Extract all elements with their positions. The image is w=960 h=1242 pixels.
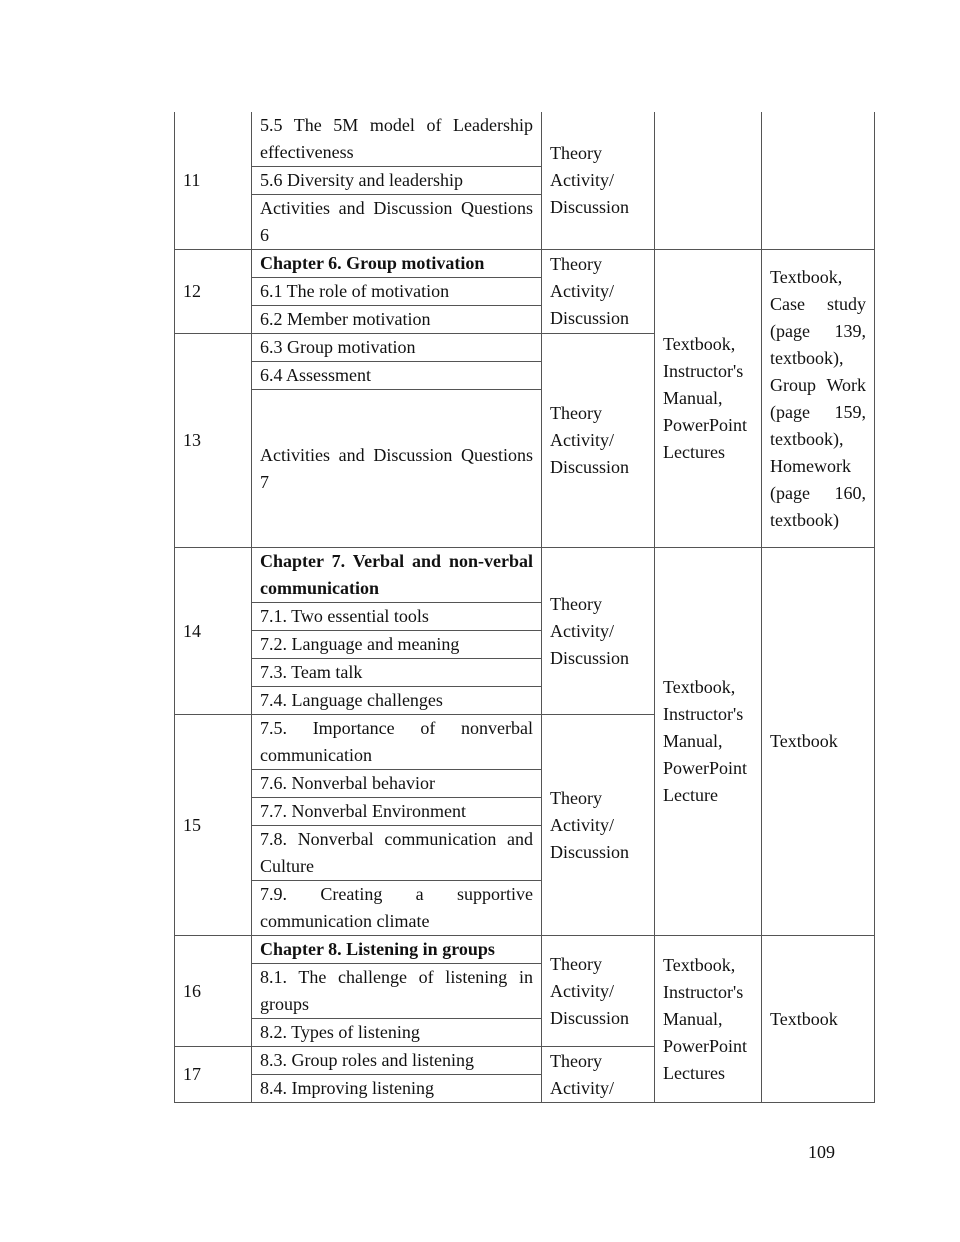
materials-cell: Textbook, Instructor's Manual, PowerPoint Lectures [655,936,762,1103]
assignment-cell: Textbook [762,936,875,1103]
materials-cell: Textbook, Instructor's Manual, PowerPoint Lecture [655,548,762,936]
topic-cell: 7.3. Team talk [252,659,542,687]
materials-cell: Textbook, Instructor's Manual, PowerPoint Lectures [655,250,762,548]
week-number: 12 [175,250,252,334]
week-number: 11 [175,112,252,250]
table-row [175,548,875,603]
topic-cell: 7.9. Creating a supportive communication climate [252,881,542,936]
week-number: 16 [175,936,252,1047]
assignment-cell: Textbook [762,548,875,936]
materials-cell [655,112,762,250]
topic-cell: 7.6. Nonverbal behavior [252,770,542,798]
table-row [175,250,875,278]
topic-cell: Activities and Discussion Questions 7 [252,390,542,548]
assignment-cell [762,112,875,250]
week-number: 15 [175,715,252,936]
method-cell: Theory Activity/ Discussion [542,250,655,334]
topic-cell: 7.7. Nonverbal Environment [252,798,542,826]
table-row [175,112,875,167]
chapter-heading: Chapter 7. Verbal and non-verbal communication [252,548,542,603]
topic-cell: 7.2. Language and meaning [252,631,542,659]
topic-cell: 7.1. Two essential tools [252,603,542,631]
method-cell: Theory Activity/ Discussion [542,548,655,715]
topic-cell: 5.6 Diversity and leadership [252,167,542,195]
topic-cell: 6.1 The role of motivation [252,278,542,306]
assignment-cell: Textbook, Case study (page 139, textbook), Group Work (page 159, textbook), Homework (page 160, textbook) [762,250,875,548]
chapter-heading: Chapter 8. Listening in groups [252,936,542,964]
topic-cell: 6.3 Group motivation [252,334,542,362]
topic-cell: 8.3. Group roles and listening [252,1047,542,1075]
method-cell: Theory Activity/ Discussion [542,112,655,250]
topic-cell: 5.5 The 5M model of Leadership effectiveness [252,112,542,167]
topic-cell: 7.4. Language challenges [252,687,542,715]
topic-cell: 7.5. Importance of nonverbal communication [252,715,542,770]
syllabus-table [174,112,875,1103]
chapter-heading: Chapter 6. Group motivation [252,250,542,278]
week-number: 14 [175,548,252,715]
table-row [175,936,875,964]
method-cell: Theory Activity/ [542,1047,655,1103]
topic-cell: 6.2 Member motivation [252,306,542,334]
week-number: 17 [175,1047,252,1103]
topic-cell: 7.8. Nonverbal communication and Culture [252,826,542,881]
topic-cell: 8.4. Improving listening [252,1075,542,1103]
method-cell: Theory Activity/ Discussion [542,334,655,548]
topic-cell: Activities and Discussion Questions 6 [252,195,542,250]
method-cell: Theory Activity/ Discussion [542,936,655,1047]
topic-cell: 6.4 Assessment [252,362,542,390]
topic-cell: 8.2. Types of listening [252,1019,542,1047]
method-cell: Theory Activity/ Discussion [542,715,655,936]
topic-cell: 8.1. The challenge of listening in groups [252,964,542,1019]
week-number: 13 [175,334,252,548]
page-number: 109 [808,1142,835,1162]
